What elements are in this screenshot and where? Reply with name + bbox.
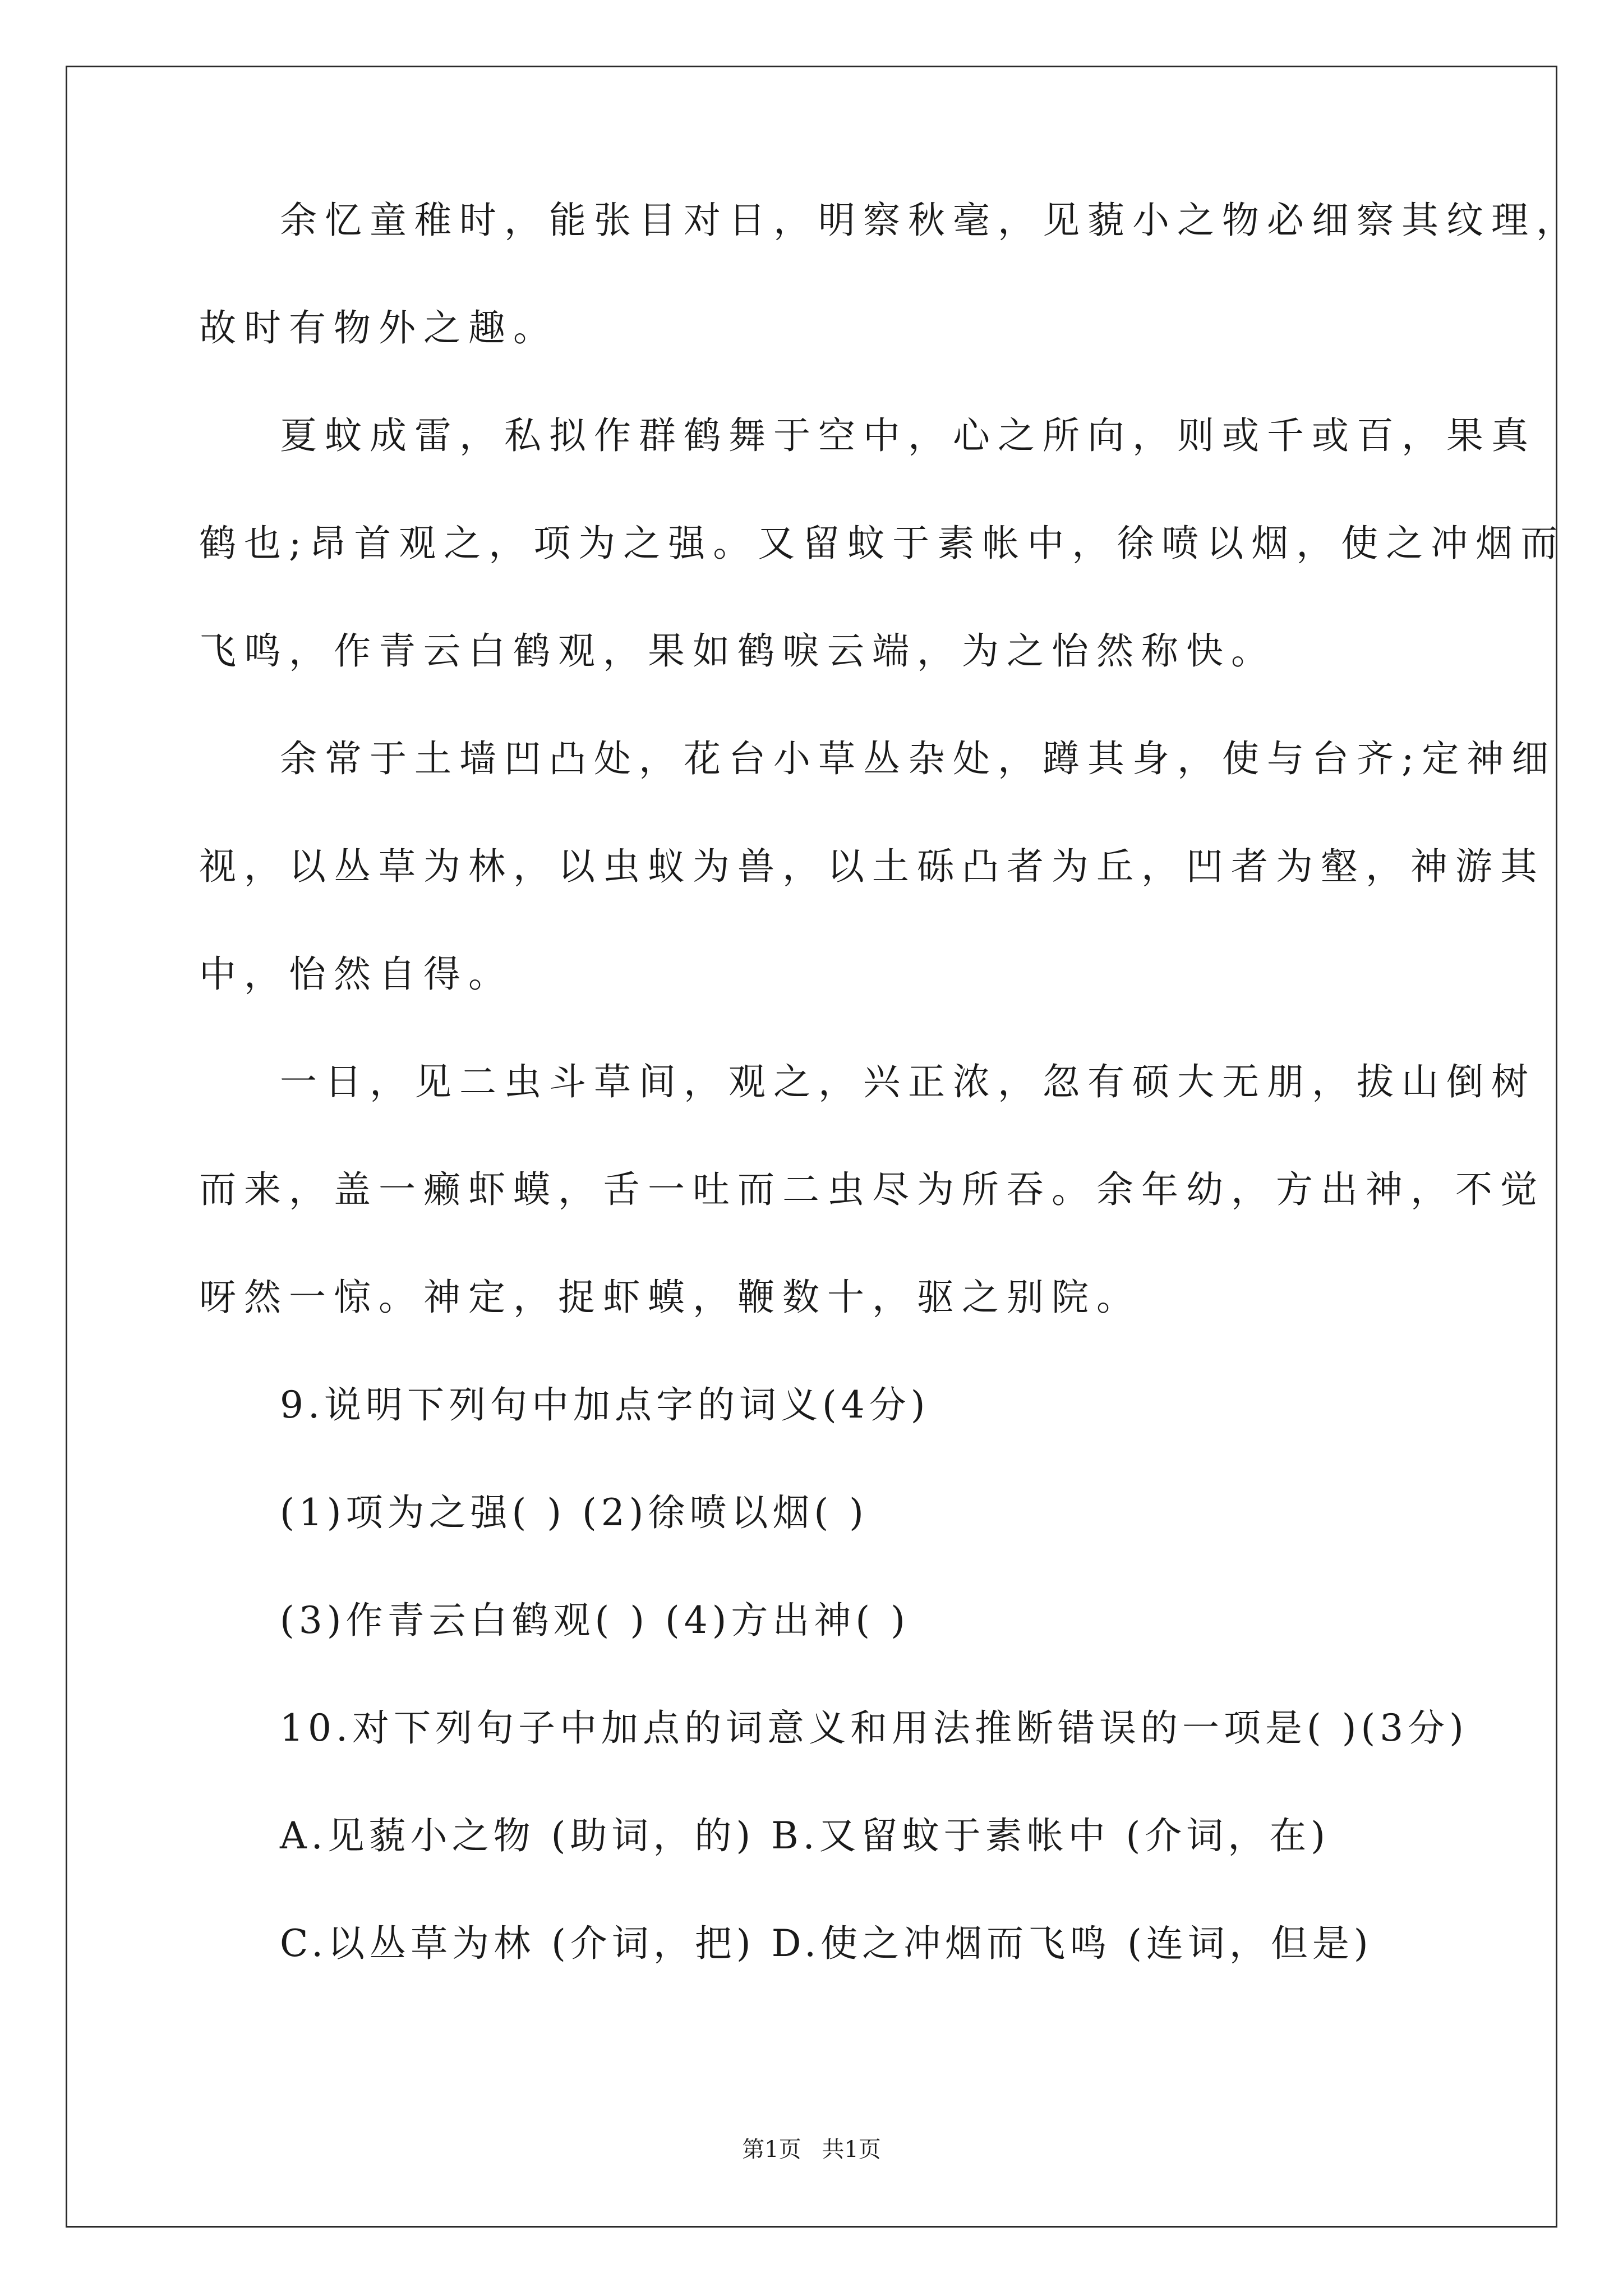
question-10-line-2: C.以丛草为林 (介词，把) D.使之冲烟而飞鸣 (连词，但是)	[280, 1922, 1373, 1965]
paragraph-3-line-3: 中，怡然自得。	[199, 953, 513, 996]
paragraph-4-line-1: 一日，见二虫斗草间，观之，兴正浓，忽有硕大无朋，拔山倒树	[280, 1060, 1536, 1103]
page-total: 共1页	[822, 2137, 881, 2162]
question-10-stem: 10.对下列句子中加点的词意义和用法推断错误的一项是( )(3分)	[280, 1706, 1468, 1750]
paragraph-4-line-2: 而来，盖一癞虾蟆，舌一吐而二虫尽为所吞。余年幼，方出神，不觉	[199, 1168, 1545, 1211]
paragraph-2-line-3: 飞鸣，作青云白鹤观，果如鹤唳云端，为之怡然称快。	[199, 629, 1276, 673]
passage	[199, 199, 1581, 1319]
question-9-stem: 9.说明下列句中加点字的词义(4分)	[280, 1383, 930, 1427]
paragraph-2-line-1: 夏蚊成雷，私拟作群鹤舞于空中，心之所向，则或千或百，果真	[280, 414, 1536, 457]
question-10-line-1: A.见藐小之物 (助词，的) B.又留蚊于素帐中 (介词，在)	[280, 1814, 1330, 1857]
question-9-line-1: (1)项为之强( ) (2)徐喷以烟( )	[280, 1491, 868, 1534]
paragraph-1-line-2: 故时有物外之趣。	[199, 306, 558, 349]
paragraph-3-line-2: 视，以丛草为林，以虫蚁为兽，以土砾凸者为丘，凹者为壑，神游其	[199, 845, 1545, 888]
paragraph-3-line-1: 余常于土墙凹凸处，花台小草丛杂处，蹲其身，使与台齐;定神细	[280, 737, 1557, 780]
page-number: 第1页	[742, 2137, 801, 2162]
paragraph-2-line-2: 鹤也;昂首观之，项为之强。又留蚊于素帐中，徐喷以烟，使之冲烟而	[199, 522, 1566, 565]
questions	[199, 1383, 1468, 1965]
document-body	[199, 199, 1581, 2033]
question-9-line-2: (3)作青云白鹤观( ) (4)方出神( )	[280, 1599, 910, 1642]
paragraph-4-line-3: 呀然一惊。神定，捉虾蟆，鞭数十，驱之别院。	[199, 1276, 1141, 1319]
paragraph-1-line-1: 余忆童稚时，能张目对日，明察秋毫，见藐小之物必细察其纹理，	[280, 199, 1581, 242]
page-footer	[0, 2132, 1623, 2164]
